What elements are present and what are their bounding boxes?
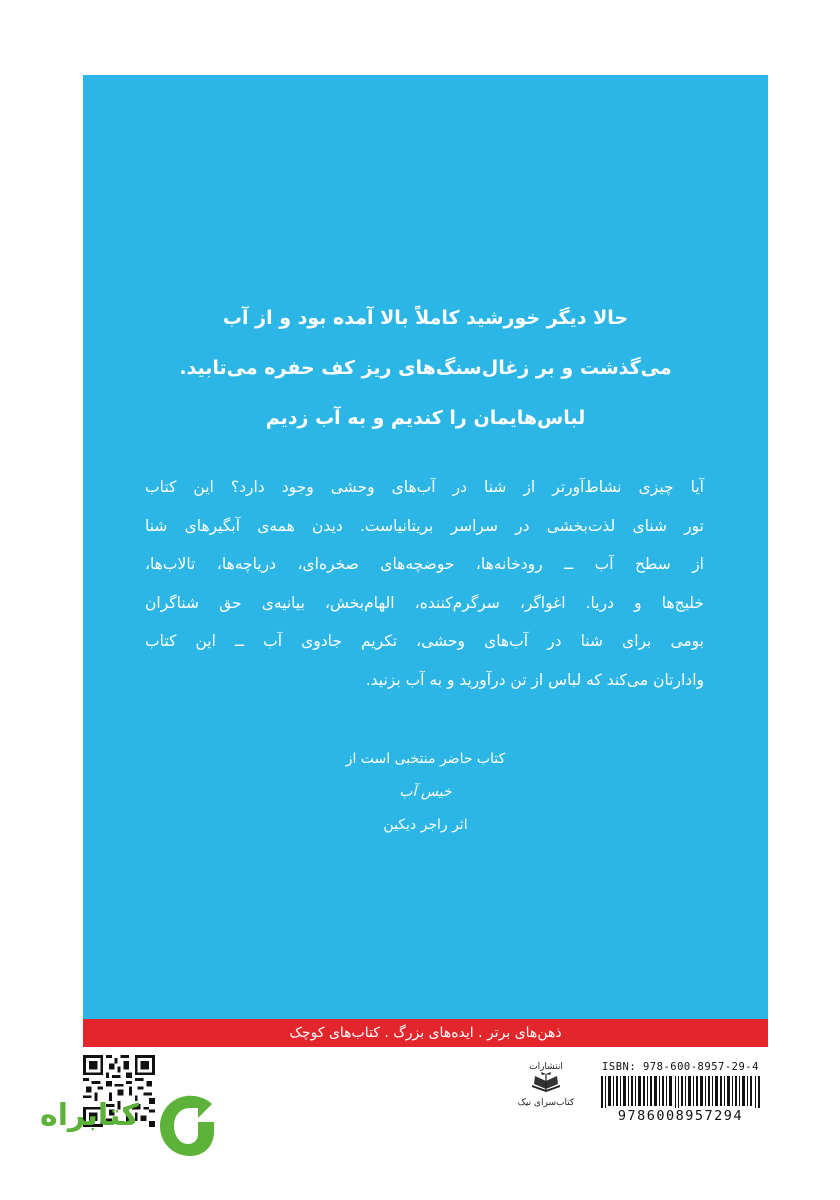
source-book-title: خیس آب <box>399 784 452 800</box>
cover-quote <box>83 293 768 443</box>
blurb-line: وادارتان می‌کند که لباس از تن درآورید و به آب بزنید. <box>365 670 704 689</box>
ketabrah-watermark <box>40 1092 220 1162</box>
slogan-bar: ذهن‌های برتر . ایده‌های بزرگ . کتاب‌های کوچک <box>83 1019 768 1047</box>
isbn-barcode <box>593 1061 768 1123</box>
source-intro: کتاب حاضر منتخبی است از <box>345 751 506 767</box>
publisher-label: انتشارات <box>529 1062 563 1072</box>
back-cover-panel <box>83 75 768 1019</box>
open-book-icon <box>529 1072 563 1094</box>
isbn-digits: 9786008957294 <box>617 1108 744 1124</box>
barcode-icon <box>601 1076 761 1108</box>
blurb-line: تور شنای لذت‌بخشی در سراسر بریتانیاست. دیدن همه‌ی آبگیرهای شنا <box>145 516 704 535</box>
ketabrah-logo-icon <box>152 1092 220 1160</box>
publisher-logo <box>516 1062 576 1122</box>
isbn-label: ISBN: 978-600-8957-29-4 <box>602 1061 759 1073</box>
quote-line: می‌گذشت و بر زغال‌سنگ‌های ریز کف حفره می‌تابید. <box>179 357 672 379</box>
blurb-line: خلیج‌ها و دریا. اغواگر، سرگرم‌کننده، الهام‌بخش، بیانیه‌ی حق شناگران <box>145 593 704 612</box>
quote-line: لباس‌هایمان را کندیم و به آب زدیم <box>265 407 586 429</box>
book-blurb <box>145 468 704 699</box>
blurb-line: از سطح آب ــ رودخانه‌ها، حوضچه‌های صخره‌ای، دریاچه‌ها، تالاب‌ها، <box>145 555 704 573</box>
source-author: اثر راجر دیکین <box>383 817 468 833</box>
publisher-name: کتاب‌سرای نیک <box>517 1098 575 1108</box>
quote-line: حالا دیگر خورشید کاملاً بالا آمده بود و از آب <box>222 307 629 329</box>
blurb-line: بومی برای شنا در آب‌های وحشی، تکریم جادوی آب ــ این کتاب <box>145 632 704 650</box>
blurb-line: آیا چیزی نشاط‌آورتر از شنا در آب‌های وحشی وجود دارد؟ این کتاب <box>145 478 704 496</box>
source-credit <box>83 743 768 842</box>
watermark-logo-text: کتابراه <box>40 1098 139 1133</box>
